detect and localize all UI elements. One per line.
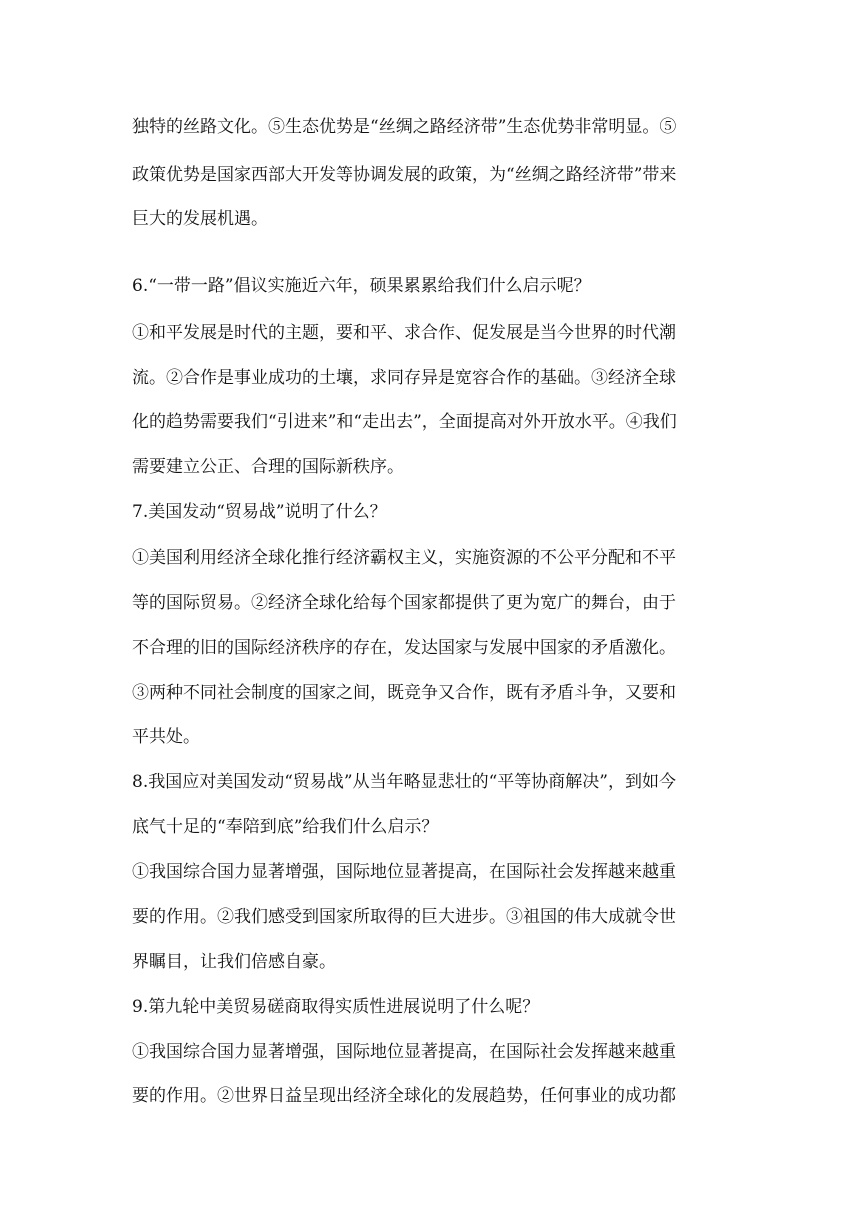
question-heading-continued: 底气十足的“奉陪到底”给我们什么启示？ [132, 817, 439, 837]
text-line: ③两种不同社会制度的国家之间，既竞争又合作，既有矛盾斗争，又要和 [132, 683, 676, 703]
question-heading: 6.“一带一路”倡议实施近六年，硕果累累给我们什么启示呢？ [132, 276, 591, 296]
text-line: 平共处。 [132, 727, 200, 747]
text-line: 不合理的旧的国际经济秩序的存在，发达国家与发展中国家的矛盾激化。 [132, 638, 676, 658]
text-line: ①美国利用经济全球化推行经济霸权主义，实施资源的不公平分配和不平 [132, 548, 676, 568]
text-line: 政策优势是国家西部大开发等协调发展的政策，为“丝绸之路经济带”带来 [132, 165, 677, 185]
question-heading: 9.第九轮中美贸易磋商取得实质性进展说明了什么呢？ [132, 997, 540, 1017]
text-line: 化的趋势需要我们“引进来”和“走出去”，全面提高对外开放水平。④我们 [132, 412, 677, 432]
text-line: 巨大的发展机遇。 [132, 209, 268, 229]
text-line: 等的国际贸易。②经济全球化给每个国家都提供了更为宽广的舞台，由于 [132, 593, 676, 613]
text-line: ①和平发展是时代的主题，要和平、求合作、促发展是当今世界的时代潮 [132, 323, 676, 343]
question-heading: 7.美国发动“贸易战”说明了什么？ [132, 502, 387, 522]
text-line: ①我国综合国力显著增强，国际地位显著提高，在国际社会发挥越来越重 [132, 1042, 676, 1062]
text-line: 独特的丝路文化。⑤生态优势是“丝绸之路经济带”生态优势非常明显。⑤ [132, 117, 677, 137]
text-line: 需要建立公正、合理的国际新秩序。 [132, 457, 404, 477]
text-line: 界瞩目，让我们倍感自豪。 [132, 952, 336, 972]
question-heading: 8.我国应对美国发动“贸易战”从当年略显悲壮的“平等协商解决”，到如今 [132, 772, 676, 792]
text-line: 要的作用。②世界日益呈现出经济全球化的发展趋势，任何事业的成功都 [132, 1086, 676, 1106]
text-line: 流。②合作是事业成功的土壤，求同存异是宽容合作的基础。③经济全球 [132, 368, 676, 388]
text-line: 要的作用。②我们感受到国家所取得的巨大进步。③祖国的伟大成就令世 [132, 907, 676, 927]
text-line: ①我国综合国力显著增强，国际地位显著提高，在国际社会发挥越来越重 [132, 862, 676, 882]
